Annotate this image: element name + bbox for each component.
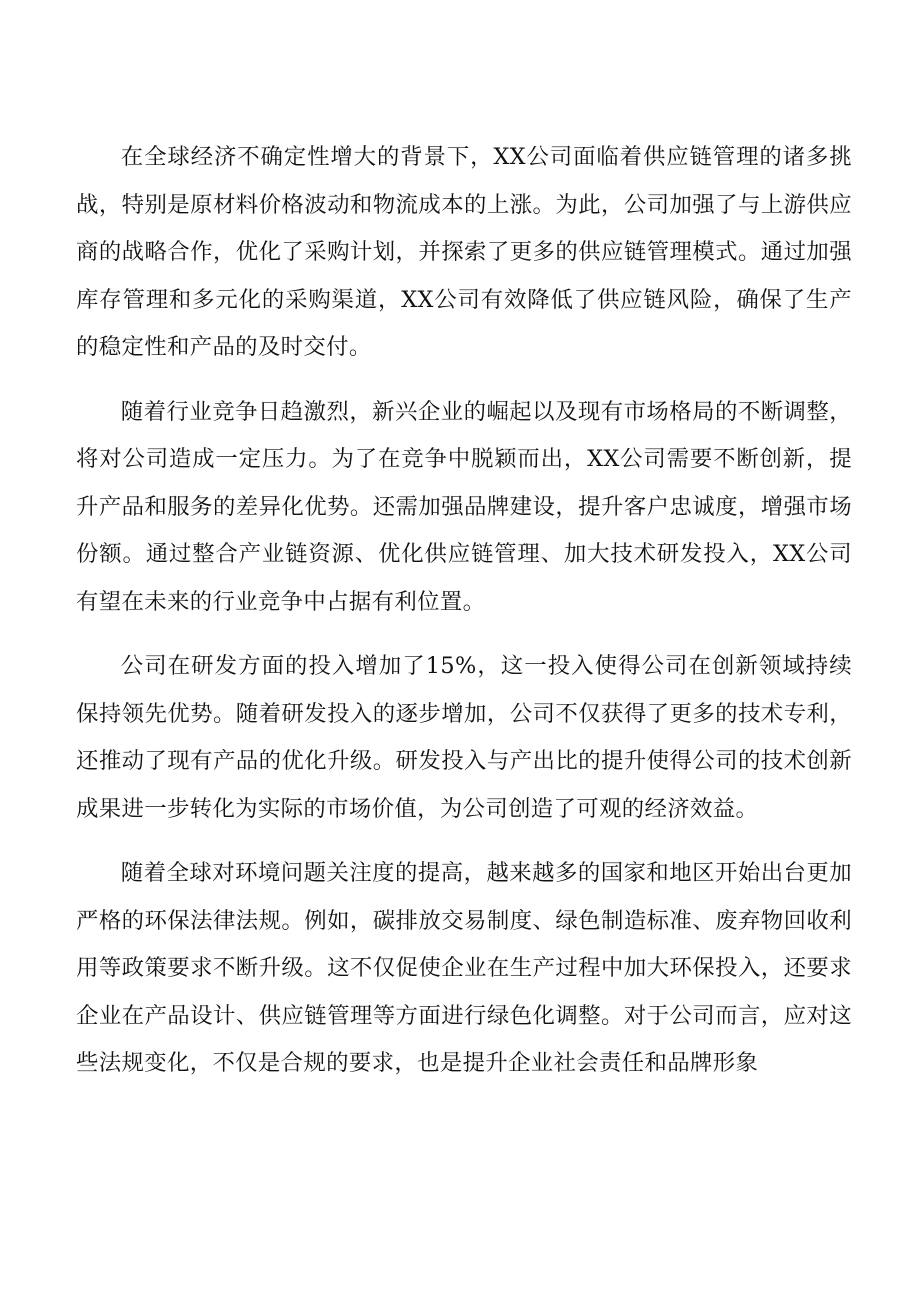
paragraph-environmental-regulation: 随着全球对环境问题关注度的提高，越来越多的国家和地区开始出台更加严格的环保法律法规。例如，碳排放交易制度、绿色制造标准、废弃物回收利用等政策要求不断升级。这不仅促使企业在生产过程中加大环保投入，还要求企业在产品设计、供应链管理等方面进行绿色化调整。对于公司而言，应对这些法规变化，不仅是合规的要求，也是提升企业社会责任和品牌形象 <box>76 860 852 1076</box>
paragraph-supply-chain: 在全球经济不确定性增大的背景下，XX公司面临着供应链管理的诸多挑战，特别是原材料价格波动和物流成本的上涨。为此，公司加强了与上游供应商的战略合作，优化了采购计划，并探索了更多的供应链管理模式。通过加强库存管理和多元化的采购渠道，XX公司有效降低了供应链风险，确保了生产的稳定性和产品的及时交付。 <box>76 144 852 360</box>
document-body <box>76 134 852 1105</box>
paragraph-rnd-investment: 公司在研发方面的投入增加了15%，这一投入使得公司在创新领域持续保持领先优势。随着研发投入的逐步增加，公司不仅获得了更多的技术专利，还推动了现有产品的优化升级。研发投入与产出比的提升使得公司的技术创新成果进一步转化为实际的市场价值，为公司创造了可观的经济效益。 <box>76 653 852 822</box>
paragraph-competition: 随着行业竞争日趋激烈，新兴企业的崛起以及现有市场格局的不断调整，将对公司造成一定压力。为了在竞争中脱颖而出，XX公司需要不断创新，提升产品和服务的差异化优势。还需加强品牌建设，提升客户忠诚度，增强市场份额。通过整合产业链资源、优化供应链管理、加大技术研发投入，XX公司有望在未来的行业竞争中占据有利位置。 <box>76 398 852 615</box>
